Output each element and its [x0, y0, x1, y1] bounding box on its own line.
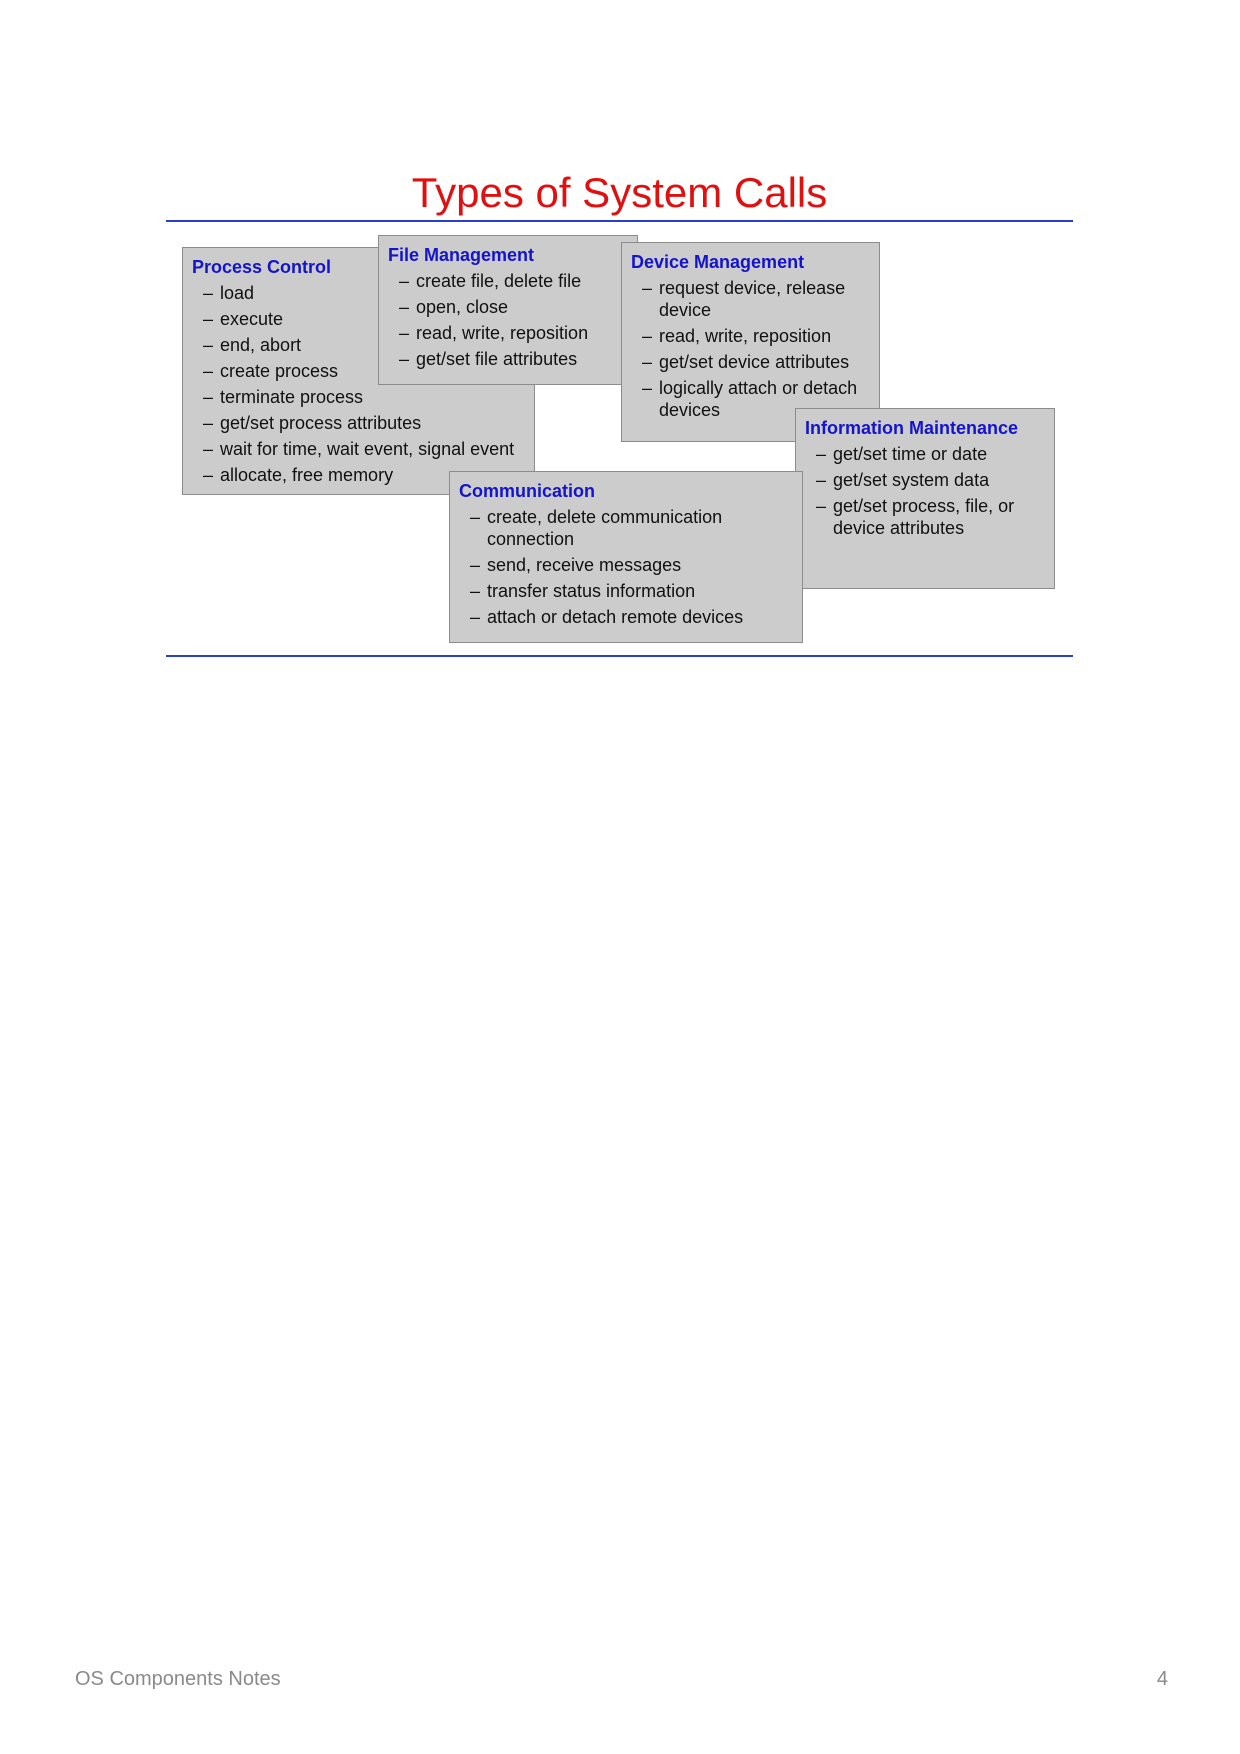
item-text: read, write, reposition [416, 323, 589, 343]
dash-bullet: – [470, 507, 481, 527]
dash-bullet: – [203, 465, 214, 485]
dash-bullet: – [399, 297, 410, 317]
dash-bullet: – [203, 361, 214, 381]
box-heading: Device Management [631, 252, 805, 272]
item-text: allocate, free memory [220, 465, 394, 485]
item-text: open, close [416, 297, 509, 317]
item-text: get/set system data [833, 470, 990, 490]
list-item [805, 443, 1046, 465]
bottom-divider [166, 655, 1073, 657]
dash-bullet: – [203, 335, 214, 355]
item-text: get/set process attributes [220, 413, 422, 433]
list-item [388, 270, 629, 292]
dash-bullet: – [203, 309, 214, 329]
list-item [459, 506, 794, 550]
dash-bullet: – [399, 323, 410, 343]
dash-bullet: – [816, 470, 827, 490]
item-text: execute [220, 309, 284, 329]
dash-bullet: – [399, 349, 410, 369]
dash-bullet: – [399, 271, 410, 291]
dash-bullet: – [203, 439, 214, 459]
list-item [459, 554, 794, 576]
list-item [805, 495, 1046, 539]
dash-bullet: – [203, 413, 214, 433]
item-text: read, write, reposition [659, 326, 832, 346]
item-text: logically attach or detach devices [659, 378, 858, 420]
dash-bullet: – [203, 387, 214, 407]
box-heading: Communication [459, 481, 596, 501]
list-item [631, 277, 871, 321]
dash-bullet: – [642, 278, 653, 298]
dash-bullet: – [816, 496, 827, 516]
item-text: send, receive messages [487, 555, 682, 575]
item-text: transfer status information [487, 581, 696, 601]
box-heading: Process Control [192, 257, 332, 277]
slide-title: Types of System Calls [411, 169, 828, 216]
title-divider [166, 220, 1073, 222]
dash-bullet: – [203, 283, 214, 303]
dash-bullet: – [642, 352, 653, 372]
item-text: create, delete communication connection [487, 507, 723, 549]
list-item [388, 348, 629, 370]
item-text: get/set process, file, or device attributes [833, 496, 1015, 538]
box-heading: File Management [388, 245, 535, 265]
list-item [631, 351, 871, 373]
page-number: 4 [1156, 1668, 1168, 1690]
box-heading: Information Maintenance [805, 418, 1019, 438]
information-maintenance-box [795, 408, 1055, 589]
item-text: get/set device attributes [659, 352, 850, 372]
list-item [192, 438, 526, 460]
list-item [388, 322, 629, 344]
dash-bullet: – [642, 378, 653, 398]
item-text: request device, release device [659, 278, 846, 320]
item-text: load [220, 283, 255, 303]
list-item [459, 580, 794, 602]
item-text: create process [220, 361, 339, 381]
item-text: end, abort [220, 335, 302, 355]
list-item [459, 606, 794, 628]
item-text: get/set file attributes [416, 349, 578, 369]
dash-bullet: – [470, 607, 481, 627]
list-item [192, 412, 526, 434]
item-text: terminate process [220, 387, 364, 407]
dash-bullet: – [642, 326, 653, 346]
list-item [805, 469, 1046, 491]
dash-bullet: – [470, 555, 481, 575]
list-item [631, 325, 871, 347]
item-text: attach or detach remote devices [487, 607, 744, 627]
communication-box [449, 471, 803, 643]
footer-doc-title: OS Components Notes [75, 1668, 281, 1690]
file-management-box [378, 235, 638, 385]
item-text: wait for time, wait event, signal event [220, 439, 515, 459]
dash-bullet: – [816, 444, 827, 464]
item-text: get/set time or date [833, 444, 988, 464]
list-item [192, 386, 526, 408]
item-text: create file, delete file [416, 271, 582, 291]
dash-bullet: – [470, 581, 481, 601]
list-item [388, 296, 629, 318]
